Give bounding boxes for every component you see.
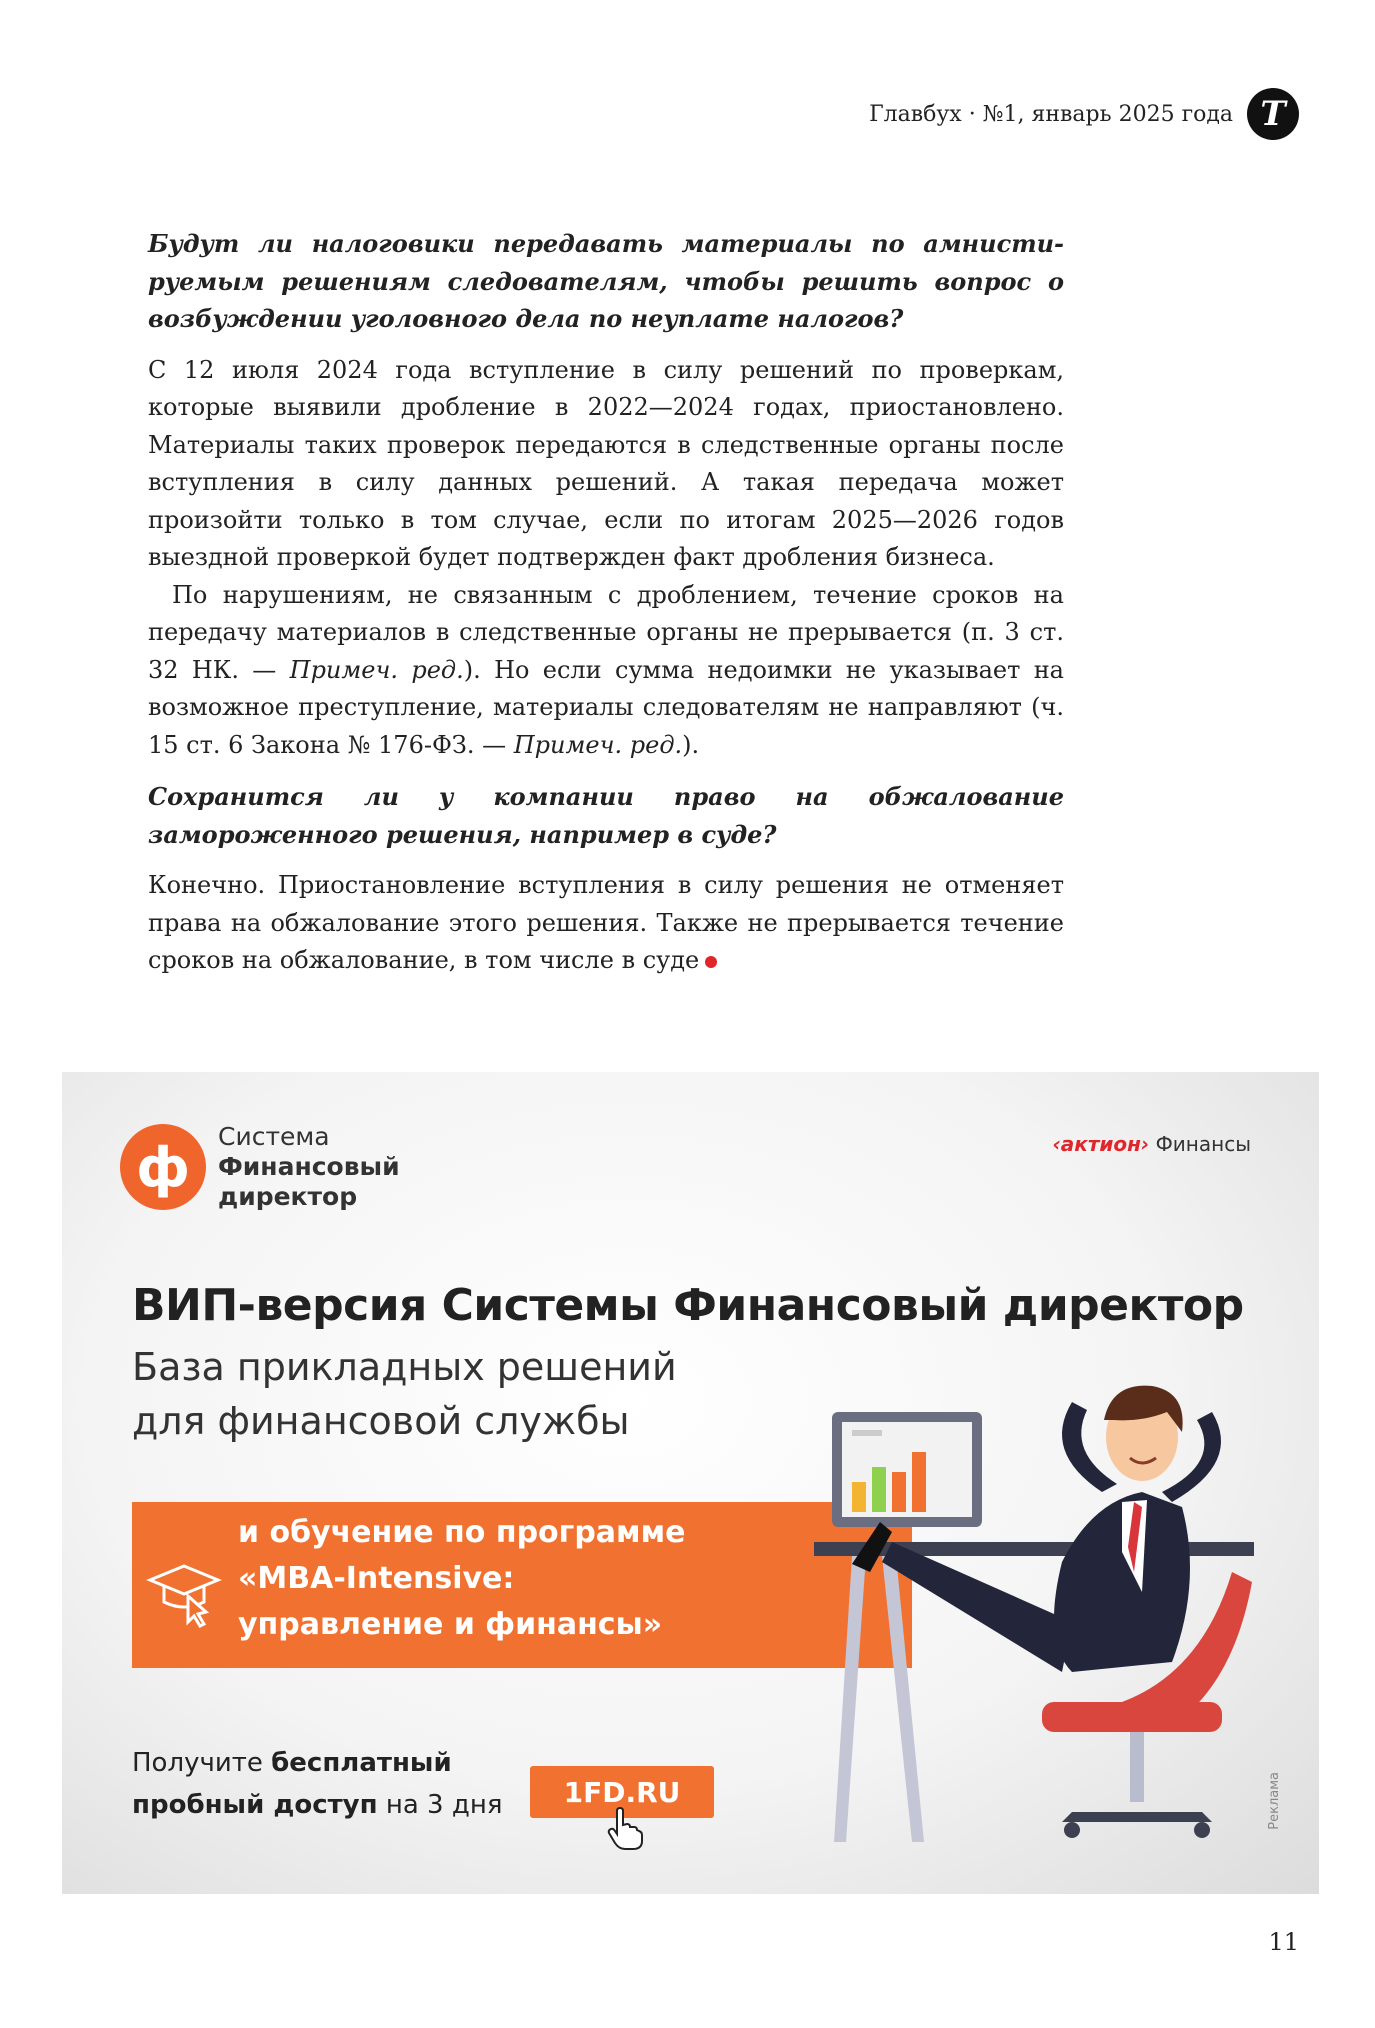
aktion-suffix: Финансы [1155,1132,1251,1156]
logo-line-2: Финансовый [218,1152,400,1181]
aktion-brand: ‹актион› [1052,1132,1150,1156]
band-text [238,1510,685,1648]
cta-text [132,1742,502,1826]
sfd-logo-icon: ф [120,1124,206,1210]
question-2: Сохранится ли у компании право на обжалование замороженного решения, например в суде? [148,782,1064,849]
ad-subtitle-line-2: для финансовой службы [132,1399,630,1443]
band-line-2: «MBA-Intensive: [238,1561,515,1596]
editor-note-1: Примеч. ред. [289,655,464,684]
question-1: Будут ли налоговики передавать материалы по амнисти-руемым решениям следователям, чтобы решить вопрос о возбуждении уголовного дела по неуплате налогов? [148,229,1064,333]
ad-title: ВИП-версия Системы Финансовый директор [132,1280,1244,1331]
ad-subtitle-line-1: База прикладных решений [132,1345,677,1389]
answer-2-text: Конечно. Приостановление вступления в силу решения не отменяет права на обжалование этого решения. Также не прерывается течение сроков на обжалование, в том числе в суде [148,871,1064,974]
advertisement-banner[interactable] [62,1072,1319,1894]
pointer-hand-icon [607,1807,643,1851]
ad-label: Реклама [1267,1772,1282,1830]
article-body [148,225,1064,980]
running-header [869,88,1299,140]
answer-1-paragraph-2 [148,577,1064,765]
editor-note-2: Примеч. ред. [513,730,683,759]
cta-plain-1: Получите [132,1748,272,1778]
page-number: 11 [1268,1928,1299,1956]
cta-plain-2: на 3 дня [377,1790,503,1820]
p2-text-c: ). [682,730,700,759]
businessman-illustration [742,1372,1302,1892]
logo-line-3: директор [218,1182,358,1211]
band-line-3: управление и финансы» [238,1607,663,1642]
logo-line-1: Система [218,1122,330,1151]
running-title: Главбух · №1, январь 2025 года [869,101,1233,127]
aktion-finance-logo [1053,1132,1252,1156]
p2-text-b: ). Но если сумма недоимки не указывает на возможное преступление, материалы следователям не направляют (ч. 15 ст. 6 Закона № 176-ФЗ. — [148,655,1064,759]
graduation-cap-icon [144,1550,224,1630]
ad-subtitle [132,1340,677,1448]
trial-link-button[interactable]: 1FD.RU [530,1766,714,1818]
cta-bold-1: бесплатный [271,1748,452,1778]
band-line-1: и обучение по программе [238,1515,686,1550]
answer-1-paragraph: С 12 июля 2024 года вступление в силу решений по проверкам, которые выявили дробление в 2022—2024 годах, приостановлено. Материалы таких проверок передаются в следственные органы после вступления в силу данных решений. А такая передача может произойти только в том случае, если по итогам 2025—2026 годов выездной проверкой будет подтвержден факт дробления бизнеса. [148,355,1064,571]
sfd-logo [120,1122,400,1212]
answer-2-paragraph [148,867,1064,980]
journal-logo-icon: Т [1247,88,1299,140]
p2-text-a: По нарушениям, не связанным с дроблением, течение сроков на передачу материалов в следственные органы не прерывается (п. 3 ст. 32 НК. — [148,580,1064,684]
end-mark-icon [705,956,717,968]
cta-bold-2: пробный доступ [132,1790,378,1820]
